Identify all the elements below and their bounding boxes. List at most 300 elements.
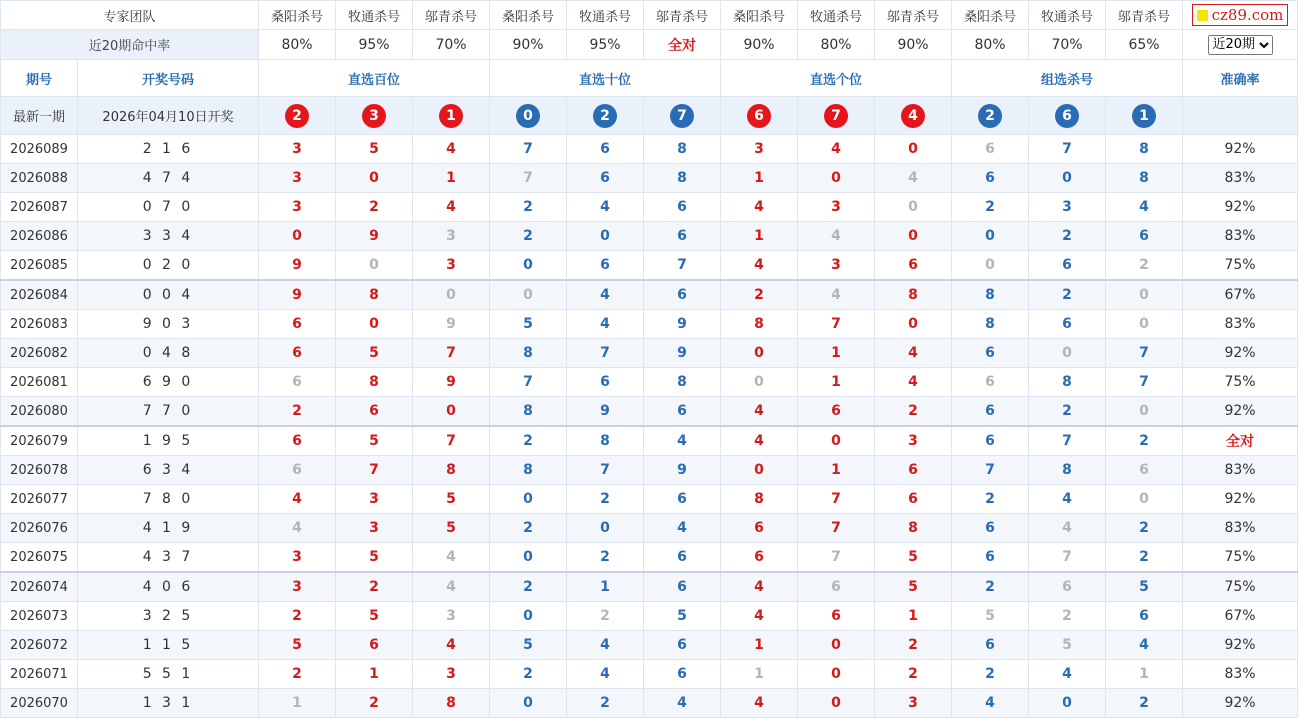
kill-number-cell: 3	[875, 689, 952, 718]
kill-number-cell: 6	[952, 543, 1029, 573]
kill-number-cell: 4	[644, 514, 721, 543]
kill-number-cell: 3	[1029, 193, 1106, 222]
logo-square-icon	[1197, 10, 1208, 21]
kill-number-cell: 6	[644, 543, 721, 573]
kill-number-cell: 7	[413, 339, 490, 368]
expert-name: 桑阳杀号	[490, 1, 567, 30]
accuracy-cell: 83%	[1183, 456, 1298, 485]
kill-number-cell: 4	[413, 193, 490, 222]
hit-rate: 65%	[1106, 30, 1183, 60]
draw-number-cell: 1 3 1	[78, 689, 259, 718]
latest-ball: 1	[1132, 104, 1156, 128]
kill-number-cell: 5	[336, 339, 413, 368]
latest-ball: 2	[593, 104, 617, 128]
issue-cell: 2026071	[1, 660, 78, 689]
kill-number-cell: 6	[952, 135, 1029, 164]
kill-number-cell: 3	[413, 251, 490, 281]
kill-number-cell: 4	[721, 426, 798, 456]
table-row	[1, 164, 1298, 193]
accuracy-cell: 83%	[1183, 164, 1298, 193]
kill-number-cell: 2	[1029, 397, 1106, 427]
kill-number-cell: 6	[644, 280, 721, 310]
accuracy-cell: 92%	[1183, 135, 1298, 164]
logo-text: cz89.com	[1211, 6, 1284, 24]
accuracy-cell: 92%	[1183, 193, 1298, 222]
latest-issue-row	[1, 97, 1298, 135]
table-row	[1, 368, 1298, 397]
kill-number-cell: 3	[875, 426, 952, 456]
hit-rate: 70%	[1029, 30, 1106, 60]
issue-cell: 2026088	[1, 164, 78, 193]
table-row	[1, 280, 1298, 310]
kill-number-cell: 2	[952, 660, 1029, 689]
kill-number-cell: 0	[259, 222, 336, 251]
accuracy-cell: 75%	[1183, 543, 1298, 573]
accuracy-cell: 92%	[1183, 631, 1298, 660]
kill-number-cell: 2	[259, 660, 336, 689]
kill-number-cell: 8	[1029, 456, 1106, 485]
kill-number-cell: 8	[952, 280, 1029, 310]
draw-number-cell: 6 3 4	[78, 456, 259, 485]
group-header-units: 直选个位	[721, 60, 952, 97]
kill-number-cell: 6	[721, 514, 798, 543]
kill-number-cell: 6	[644, 631, 721, 660]
latest-ball-cell	[336, 97, 413, 135]
issue-cell: 2026070	[1, 689, 78, 718]
kill-number-cell: 2	[875, 397, 952, 427]
latest-ball-cell	[875, 97, 952, 135]
kill-number-cell: 5	[875, 543, 952, 573]
kill-number-cell: 5	[490, 310, 567, 339]
issue-cell: 2026081	[1, 368, 78, 397]
accuracy-cell: 92%	[1183, 485, 1298, 514]
hit-rate: 80%	[798, 30, 875, 60]
kill-number-cell: 5	[413, 514, 490, 543]
issue-cell: 2026080	[1, 397, 78, 427]
kill-number-cell: 0	[490, 251, 567, 281]
site-logo[interactable]	[1192, 4, 1289, 26]
table-row	[1, 251, 1298, 281]
kill-number-cell: 6	[567, 164, 644, 193]
kill-number-cell: 0	[490, 280, 567, 310]
kill-number-cell: 1	[1106, 660, 1183, 689]
kill-number-cell: 0	[798, 164, 875, 193]
kill-number-cell: 4	[875, 339, 952, 368]
kill-number-cell: 6	[952, 514, 1029, 543]
expert-name: 牧通杀号	[336, 1, 413, 30]
kill-number-cell: 2	[259, 602, 336, 631]
hit-rate: 80%	[952, 30, 1029, 60]
table-row	[1, 543, 1298, 573]
latest-ball-cell	[798, 97, 875, 135]
kill-number-cell: 0	[798, 426, 875, 456]
kill-number-cell: 6	[644, 222, 721, 251]
kill-number-cell: 6	[567, 251, 644, 281]
latest-ball-cell	[1106, 97, 1183, 135]
table-row	[1, 193, 1298, 222]
kill-number-cell: 5	[952, 602, 1029, 631]
issue-cell: 2026086	[1, 222, 78, 251]
kill-number-cell: 4	[1029, 660, 1106, 689]
kill-number-cell: 0	[952, 251, 1029, 281]
issue-cell: 2026079	[1, 426, 78, 456]
draw-number-cell: 4 7 4	[78, 164, 259, 193]
team-label: 专家团队	[1, 1, 259, 30]
expert-name: 邬青杀号	[644, 1, 721, 30]
kill-number-cell: 5	[336, 543, 413, 573]
kill-number-cell: 0	[1029, 164, 1106, 193]
kill-number-cell: 4	[721, 193, 798, 222]
kill-number-cell: 2	[490, 426, 567, 456]
draw-number-cell: 7 7 0	[78, 397, 259, 427]
kill-number-cell: 2	[1106, 689, 1183, 718]
issue-header: 期号	[1, 60, 78, 97]
accuracy-header: 准确率	[1183, 60, 1298, 97]
kill-number-cell: 3	[259, 543, 336, 573]
table-row	[1, 572, 1298, 602]
kill-number-cell: 8	[644, 368, 721, 397]
kill-number-cell: 4	[1029, 485, 1106, 514]
kill-number-cell: 6	[798, 397, 875, 427]
kill-number-cell: 6	[259, 339, 336, 368]
period-select-cell	[1183, 30, 1298, 60]
kill-number-cell: 2	[1106, 426, 1183, 456]
latest-ball-cell	[952, 97, 1029, 135]
kill-number-cell: 8	[644, 164, 721, 193]
kill-number-cell: 8	[721, 485, 798, 514]
kill-number-cell: 0	[721, 368, 798, 397]
kill-number-cell: 6	[567, 135, 644, 164]
kill-number-cell: 5	[644, 602, 721, 631]
kill-number-cell: 9	[567, 397, 644, 427]
issue-cell: 2026087	[1, 193, 78, 222]
draw-number-cell: 5 5 1	[78, 660, 259, 689]
kill-number-cell: 3	[259, 164, 336, 193]
kill-number-cell: 2	[490, 514, 567, 543]
kill-number-cell: 5	[336, 602, 413, 631]
expert-name: 桑阳杀号	[952, 1, 1029, 30]
kill-number-cell: 0	[875, 222, 952, 251]
kill-number-cell: 7	[798, 485, 875, 514]
kill-number-cell: 7	[413, 426, 490, 456]
draw-number-cell: 3 2 5	[78, 602, 259, 631]
hit-rate-label: 近20期命中率	[1, 30, 259, 60]
kill-number-cell: 1	[567, 572, 644, 602]
latest-date: 2026年04月10日开奖	[78, 97, 259, 135]
draw-number-cell: 4 0 6	[78, 572, 259, 602]
kill-number-cell: 2	[336, 689, 413, 718]
kill-number-cell: 8	[952, 310, 1029, 339]
kill-number-cell: 2	[336, 193, 413, 222]
draw-number-cell: 0 7 0	[78, 193, 259, 222]
kill-number-cell: 4	[567, 310, 644, 339]
kill-number-cell: 0	[336, 164, 413, 193]
issue-cell: 2026077	[1, 485, 78, 514]
issue-cell: 2026083	[1, 310, 78, 339]
kill-number-cell: 2	[875, 660, 952, 689]
group-header-hundreds: 直选百位	[259, 60, 490, 97]
kill-number-cell: 8	[644, 135, 721, 164]
kill-number-cell: 6	[875, 456, 952, 485]
kill-number-cell: 6	[259, 456, 336, 485]
kill-number-cell: 0	[1106, 485, 1183, 514]
kill-number-cell: 3	[259, 572, 336, 602]
kill-number-cell: 8	[1106, 164, 1183, 193]
draw-number-cell: 2 1 6	[78, 135, 259, 164]
kill-number-cell: 7	[567, 456, 644, 485]
latest-ball: 2	[978, 104, 1002, 128]
kill-number-cell: 4	[952, 689, 1029, 718]
kill-number-cell: 4	[798, 222, 875, 251]
table-row	[1, 310, 1298, 339]
kill-number-cell: 6	[1029, 310, 1106, 339]
kill-number-cell: 4	[721, 602, 798, 631]
kill-number-cell: 5	[490, 631, 567, 660]
kill-number-cell: 7	[798, 310, 875, 339]
draw-number-cell: 0 0 4	[78, 280, 259, 310]
accuracy-cell: 75%	[1183, 368, 1298, 397]
issue-cell: 2026072	[1, 631, 78, 660]
kill-number-cell: 4	[567, 193, 644, 222]
hit-rate: 全对	[644, 30, 721, 60]
draw-number-cell: 1 9 5	[78, 426, 259, 456]
kill-number-cell: 2	[490, 572, 567, 602]
kill-number-cell: 8	[490, 456, 567, 485]
latest-ball-cell	[413, 97, 490, 135]
kill-number-cell: 0	[336, 251, 413, 281]
kill-number-cell: 1	[721, 164, 798, 193]
draw-number-cell: 1 1 5	[78, 631, 259, 660]
kill-number-cell: 4	[259, 514, 336, 543]
kill-number-cell: 9	[644, 456, 721, 485]
latest-ball: 7	[824, 104, 848, 128]
kill-number-cell: 4	[413, 572, 490, 602]
kill-number-cell: 6	[644, 572, 721, 602]
kill-number-cell: 2	[1106, 543, 1183, 573]
kill-number-cell: 2	[567, 543, 644, 573]
draw-number-cell: 9 0 3	[78, 310, 259, 339]
logo-cell	[1183, 1, 1298, 30]
hit-rate: 90%	[721, 30, 798, 60]
kill-number-cell: 0	[1029, 339, 1106, 368]
kill-number-cell: 5	[259, 631, 336, 660]
kill-number-cell: 5	[1106, 572, 1183, 602]
latest-ball: 6	[747, 104, 771, 128]
kill-number-cell: 5	[1029, 631, 1106, 660]
accuracy-cell: 92%	[1183, 689, 1298, 718]
kill-number-cell: 0	[490, 485, 567, 514]
kill-number-cell: 2	[490, 193, 567, 222]
kill-number-cell: 0	[875, 135, 952, 164]
kill-number-cell: 4	[567, 660, 644, 689]
table-row	[1, 135, 1298, 164]
kill-number-cell: 9	[644, 310, 721, 339]
group-header-tens: 直选十位	[490, 60, 721, 97]
kill-number-cell: 9	[259, 280, 336, 310]
kill-number-cell: 3	[336, 514, 413, 543]
hit-rate-row	[1, 30, 1298, 60]
kill-number-cell: 6	[1106, 222, 1183, 251]
kill-number-cell: 0	[1106, 397, 1183, 427]
kill-number-cell: 6	[336, 397, 413, 427]
kill-number-cell: 7	[1106, 339, 1183, 368]
kill-number-cell: 6	[798, 572, 875, 602]
table-row	[1, 485, 1298, 514]
kill-number-cell: 0	[490, 602, 567, 631]
kill-number-cell: 2	[259, 397, 336, 427]
kill-number-cell: 2	[567, 485, 644, 514]
kill-number-cell: 2	[490, 222, 567, 251]
expert-name: 牧通杀号	[798, 1, 875, 30]
kill-number-cell: 6	[259, 368, 336, 397]
issue-cell: 2026078	[1, 456, 78, 485]
kill-number-cell: 1	[721, 631, 798, 660]
latest-ball: 2	[285, 104, 309, 128]
kill-number-cell: 8	[875, 280, 952, 310]
draw-number-cell: 7 8 0	[78, 485, 259, 514]
table-row	[1, 514, 1298, 543]
kill-number-cell: 2	[1029, 602, 1106, 631]
draw-number-cell: 3 3 4	[78, 222, 259, 251]
kill-number-cell: 0	[875, 193, 952, 222]
accuracy-cell: 75%	[1183, 251, 1298, 281]
latest-label: 最新一期	[1, 97, 78, 135]
table-row	[1, 426, 1298, 456]
expert-name: 牧通杀号	[1029, 1, 1106, 30]
issue-cell: 2026084	[1, 280, 78, 310]
kill-number-cell: 8	[336, 368, 413, 397]
kill-number-cell: 1	[875, 602, 952, 631]
issue-cell: 2026074	[1, 572, 78, 602]
kill-number-cell: 4	[721, 689, 798, 718]
accuracy-cell: 83%	[1183, 310, 1298, 339]
kill-number-cell: 6	[798, 602, 875, 631]
kill-number-cell: 7	[644, 251, 721, 281]
expert-name: 桑阳杀号	[721, 1, 798, 30]
latest-ball-cell	[259, 97, 336, 135]
latest-ball: 7	[670, 104, 694, 128]
kill-number-cell: 6	[644, 193, 721, 222]
hit-rate: 95%	[567, 30, 644, 60]
table-row	[1, 602, 1298, 631]
kill-number-cell: 3	[798, 251, 875, 281]
kill-number-cell: 4	[1029, 514, 1106, 543]
kill-number-cell: 1	[336, 660, 413, 689]
table-row	[1, 222, 1298, 251]
kill-number-cell: 2	[567, 602, 644, 631]
kill-number-cell: 2	[1029, 280, 1106, 310]
kill-number-cell: 3	[259, 193, 336, 222]
accuracy-cell: 67%	[1183, 602, 1298, 631]
kill-number-cell: 8	[490, 397, 567, 427]
kill-number-cell: 4	[259, 485, 336, 514]
kill-number-cell: 1	[721, 660, 798, 689]
kill-number-cell: 1	[798, 456, 875, 485]
kill-number-cell: 4	[875, 368, 952, 397]
kill-number-cell: 6	[875, 485, 952, 514]
kill-number-cell: 2	[336, 572, 413, 602]
accuracy-cell: 83%	[1183, 514, 1298, 543]
kill-number-cell: 0	[1106, 310, 1183, 339]
kill-number-cell: 7	[490, 135, 567, 164]
kill-number-cell: 6	[1106, 456, 1183, 485]
kill-number-cell: 8	[875, 514, 952, 543]
kill-number-cell: 8	[413, 689, 490, 718]
kill-number-cell: 5	[413, 485, 490, 514]
issue-cell: 2026076	[1, 514, 78, 543]
kill-number-cell: 3	[259, 135, 336, 164]
kill-number-cell: 7	[1106, 368, 1183, 397]
period-select[interactable]	[1208, 35, 1273, 55]
kill-number-cell: 4	[567, 280, 644, 310]
kill-number-cell: 0	[875, 310, 952, 339]
issue-cell: 2026085	[1, 251, 78, 281]
kill-number-cell: 8	[336, 280, 413, 310]
kill-number-cell: 6	[644, 485, 721, 514]
kill-number-cell: 6	[875, 251, 952, 281]
accuracy-cell: 92%	[1183, 397, 1298, 427]
latest-empty-cell	[1183, 97, 1298, 135]
kill-number-cell: 0	[1106, 280, 1183, 310]
kill-number-cell: 7	[567, 339, 644, 368]
kill-number-cell: 0	[798, 631, 875, 660]
kill-number-cell: 2	[875, 631, 952, 660]
latest-ball-cell	[1029, 97, 1106, 135]
kill-number-cell: 3	[413, 660, 490, 689]
table-row	[1, 631, 1298, 660]
kill-number-cell: 0	[798, 660, 875, 689]
kill-number-cell: 4	[721, 251, 798, 281]
kill-number-cell: 0	[567, 222, 644, 251]
latest-ball: 1	[439, 104, 463, 128]
kill-number-cell: 4	[721, 572, 798, 602]
kill-number-cell: 3	[798, 193, 875, 222]
kill-number-cell: 2	[952, 193, 1029, 222]
kill-number-cell: 8	[721, 310, 798, 339]
kill-number-cell: 0	[721, 339, 798, 368]
kill-number-cell: 9	[413, 368, 490, 397]
kill-number-cell: 9	[644, 339, 721, 368]
expert-name-row	[1, 1, 1298, 30]
kill-number-cell: 2	[952, 572, 1029, 602]
kill-number-cell: 6	[259, 426, 336, 456]
kill-number-cell: 2	[952, 485, 1029, 514]
kill-number-cell: 1	[798, 339, 875, 368]
latest-ball: 4	[901, 104, 925, 128]
kill-number-cell: 1	[721, 222, 798, 251]
kill-number-cell: 0	[490, 543, 567, 573]
kill-number-cell: 7	[952, 456, 1029, 485]
kill-number-cell: 8	[490, 339, 567, 368]
kill-number-cell: 7	[336, 456, 413, 485]
latest-ball: 3	[362, 104, 386, 128]
kill-number-cell: 2	[567, 689, 644, 718]
kill-number-cell: 6	[1029, 251, 1106, 281]
kill-number-cell: 6	[567, 368, 644, 397]
kill-number-cell: 8	[413, 456, 490, 485]
issue-cell: 2026075	[1, 543, 78, 573]
kill-number-cell: 6	[336, 631, 413, 660]
kill-number-cell: 1	[798, 368, 875, 397]
draw-number-cell: 0 2 0	[78, 251, 259, 281]
kill-number-cell: 8	[1029, 368, 1106, 397]
kill-number-cell: 6	[644, 660, 721, 689]
kill-number-cell: 4	[413, 135, 490, 164]
issue-cell: 2026073	[1, 602, 78, 631]
accuracy-cell: 75%	[1183, 572, 1298, 602]
issue-cell: 2026089	[1, 135, 78, 164]
kill-number-cell: 0	[413, 280, 490, 310]
